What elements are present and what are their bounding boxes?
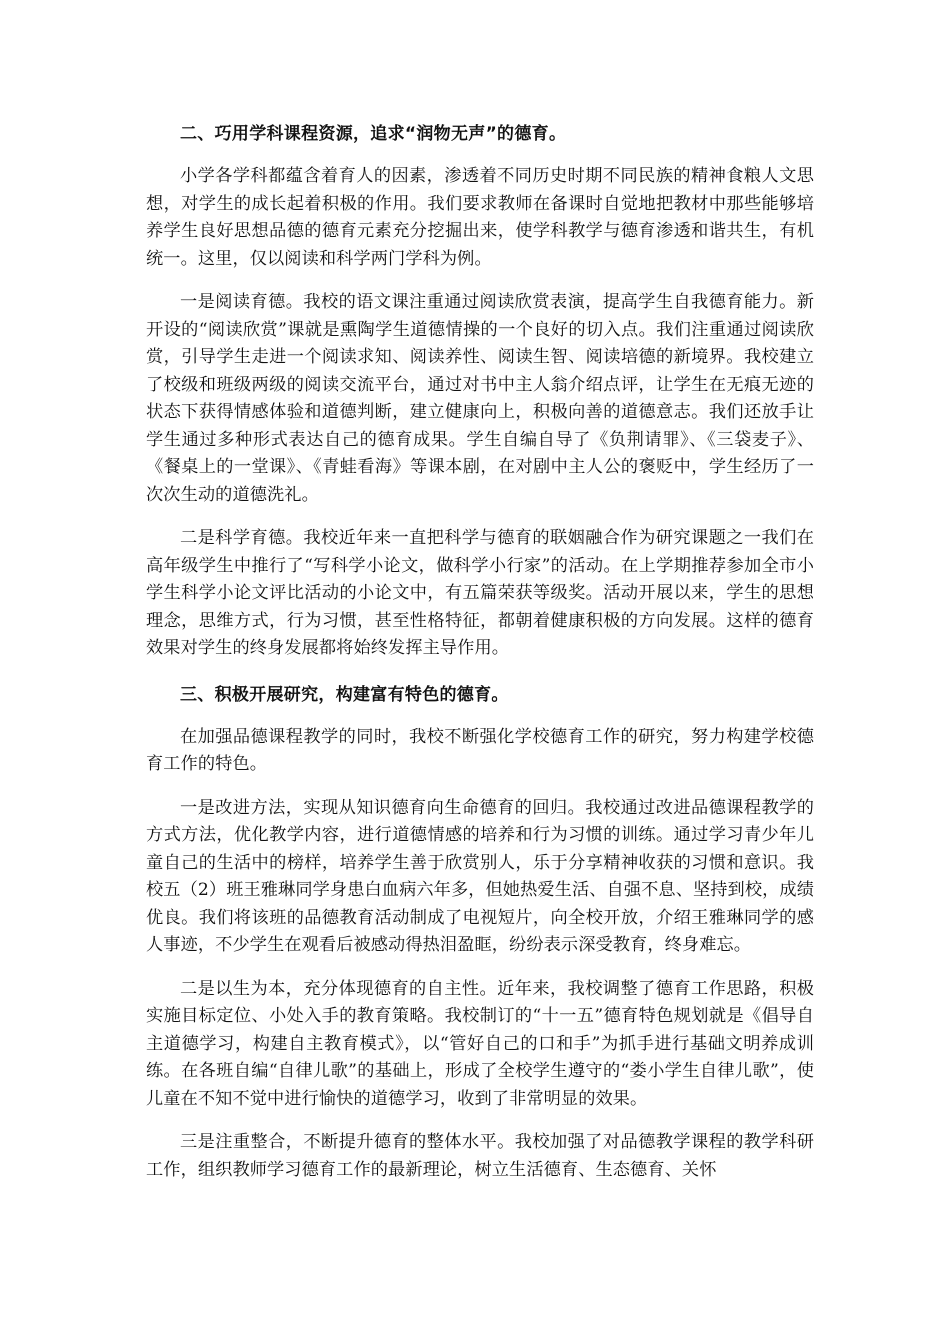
paragraph: 一是阅读育德。我校的语文课注重通过阅读欣赏表演，提高学生自我德育能力。新开设的“阅读欣赏”课就是熏陶学生道德情操的一个良好的切入点。我们注重通过阅读欣赏，引导学生走进一个阅读求知、阅读养性、阅读生智、阅读培德的新境界。我校建立了校级和班级两级的阅读交流平台，通过对书中主人翁介绍点评，让学生在无痕无迹的状态下获得情感体验和道德判断，建立健康向上，积极向善的道德意志。我们还放手让学生通过多种形式表达自己的德育成果。学生自编自导了《负荆请罪》、《三袋麦子》、《餐桌上的一堂课》、《青蛙看海》等课本剧，在对剧中主人公的褒贬中，学生经历了一次次生动的道德洗礼。 — [146, 292, 814, 505]
section-heading-2: 二、巧用学科课程资源，追求“润物无声”的德育。 — [180, 124, 567, 144]
paragraph: 三是注重整合，不断提升德育的整体水平。我校加强了对品德教学课程的教学科研工作，组织教师学习德育工作的最新理论，树立生活德育、生态德育、关怀 — [146, 1132, 814, 1180]
paragraph: 在加强品德课程教学的同时，我校不断强化学校德育工作的研究，努力构建学校德育工作的特色。 — [146, 726, 814, 774]
spacer — [146, 509, 814, 525]
spacer — [146, 1113, 814, 1129]
paragraph: 二是科学育德。我校近年来一直把科学与德育的联姻融合作为研究课题之一我们在高年级学生中推行了“写科学小论文，做科学小行家”的活动。在上学期推荐参加全市小学生科学小论文评比活动的小论文中，有五篇荣获等级奖。活动开展以来，学生的思想理念，思维方式，行为习惯，甚至性格特征，都朝着健康积极的方向发展。这样的德育效果对学生的终身发展都将始终发挥主导作用。 — [146, 528, 814, 658]
spacer — [146, 960, 814, 976]
spacer — [146, 779, 814, 795]
paragraph: 小学各学科都蕴含着育人的因素，渗透着不同历史时期不同民族的精神食粮人文思想，对学生的成长起着积极的作用。我们要求教师在备课时自觉地把教材中那些能够培养学生良好思想品德的德育元素充分挖掘出来，使学科教学与德育渗透和谐共生，有机统一。这里，仅以阅读和科学两门学科为例。 — [146, 166, 814, 269]
paragraph: 一是改进方法，实现从知识德育向生命德育的回归。我校通过改进品德课程教学的方式方法，优化教学内容，进行道德情感的培养和行为习惯的训练。通过学习青少年儿童自己的生活中的榜样，培养学生善于欣赏别人，乐于分享精神收获的习惯和意识。我校五（2）班王雅琳同学身患白血病六年多，但她热爱生活、自强不息、坚持到校，成绩优良。我们将该班的品德教育活动制成了电视短片，向全校开放，介绍王雅琳同学的感人事迹，不少学生在观看后被感动得热泪盈眶，纷纷表示深受教育，终身难忘。 — [146, 797, 814, 955]
spacer — [146, 273, 814, 289]
document-page — [146, 118, 814, 1184]
paragraph: 二是以生为本，充分体现德育的自主性。近年来，我校调整了德育工作思路，积极实施目标定位、小处入手的教育策略。我校制订的“十一五”德育特色规划就是《倡导自主道德学习，构建自主教育模式》，以“管好自己的口和手”为抓手进行基础文明养成训练。在各班自编“自律儿歌”的基础上，形成了全校学生遵守的“娄小学生自律儿歌”，使儿童在不知不觉中进行愉快的道德学习，收到了非常明显的效果。 — [146, 978, 814, 1109]
spacer — [146, 663, 814, 679]
section-heading-3: 三、积极开展研究，构建富有特色的德育。 — [180, 684, 509, 705]
spacer — [146, 151, 814, 163]
spacer — [146, 712, 814, 724]
